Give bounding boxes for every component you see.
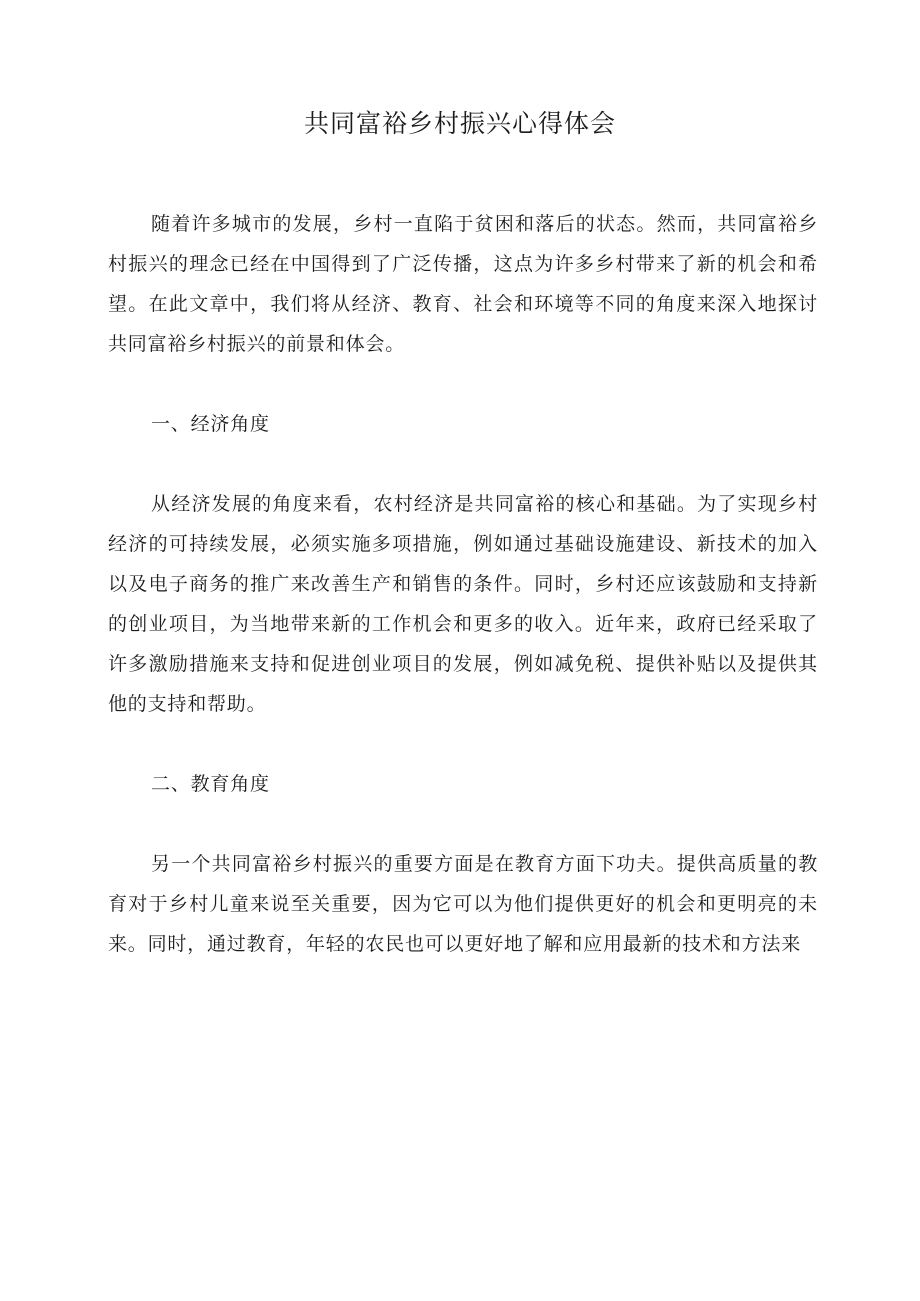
spacer <box>108 364 818 404</box>
section-heading-economy: 一、经济角度 <box>151 413 270 435</box>
section-paragraph-economy: 从经济发展的角度来看，农村经济是共同富裕的核心和基础。为了实现乡村经济的可持续发展，必须实施多项措施，例如通过基础设施建设、新技术的加入以及电子商务的推广来改善生产和销售的条件。同时，乡村还应该鼓励和支持新的创业项目，为当地带来新的工作机会和更多的收入。近年来，政府已经采取了许多激励措施来支持和促进创业项目的发展，例如减免税、提供补贴以及提供其他的支持和帮助。 <box>108 493 818 715</box>
intro-paragraph: 随着许多城市的发展，乡村一直陷于贫困和落后的状态。然而，共同富裕乡村振兴的理念已经在中国得到了广泛传播，这点为许多乡村带来了新的机会和希望。在此文章中，我们将从经济、教育、社会和环境等不同的角度来深入地探讨共同富裕乡村振兴的前景和体会。 <box>108 213 818 355</box>
section-heading-education: 二、教育角度 <box>151 773 270 795</box>
section-paragraph-education: 另一个共同富裕乡村振兴的重要方面是在教育方面下功夫。提供高质量的教育对于乡村儿童来说至关重要，因为它可以为他们提供更好的机会和更明亮的未来。同时，通过教育，年轻的农民也可以更好地了解和应用最新的技术和方法来 <box>108 853 818 955</box>
spacer <box>108 724 818 764</box>
spacer <box>108 804 818 844</box>
document-title: 共同富裕乡村振兴心得体会 <box>303 109 616 138</box>
spacer <box>108 444 818 484</box>
document-body <box>108 204 818 964</box>
